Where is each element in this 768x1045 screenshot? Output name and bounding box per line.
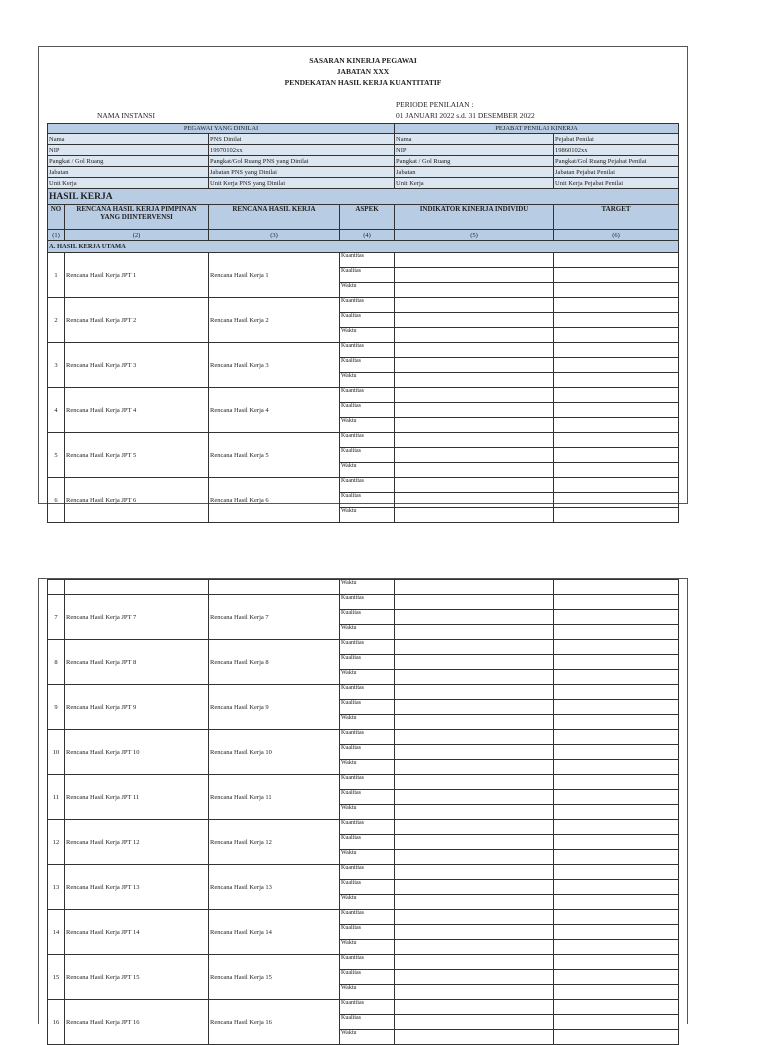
aspect-cell: Kuantitas — [340, 955, 395, 970]
aspect-cell: Waktu — [340, 625, 395, 640]
item-number: 4 — [48, 388, 65, 433]
aspect-cell: Waktu — [340, 670, 395, 685]
item-number: 13 — [48, 865, 65, 910]
target-cell — [554, 940, 679, 955]
target-cell — [554, 298, 679, 313]
table-row — [48, 685, 679, 700]
aspect-cell: Kualitas — [340, 925, 395, 940]
target-cell — [554, 805, 679, 820]
indikator-cell — [395, 478, 554, 493]
aspect-cell: Waktu — [340, 283, 395, 298]
table-row — [48, 433, 679, 448]
pejabat-label: Pangkat / Gol Ruang — [395, 156, 554, 167]
target-cell — [554, 835, 679, 850]
target-cell — [554, 1015, 679, 1030]
instansi-name: NAMA INSTANSI — [97, 111, 155, 120]
item-pimpinan — [65, 580, 209, 595]
aspect-cell: Waktu — [340, 940, 395, 955]
item-rhk: Rencana Hasil Kerja 9 — [209, 685, 340, 730]
column-number: (4) — [340, 230, 395, 241]
target-cell — [554, 358, 679, 373]
pejabat-header: PEJABAT PENILAI KINERJA — [395, 124, 679, 134]
target-cell — [554, 343, 679, 358]
indikator-cell — [395, 448, 554, 463]
target-cell — [554, 328, 679, 343]
table-row — [48, 388, 679, 403]
item-pimpinan: Rencana Hasil Kerja JPT 4 — [65, 388, 209, 433]
section-row — [48, 241, 679, 253]
indikator-cell — [395, 610, 554, 625]
item-rhk: Rencana Hasil Kerja 6 — [209, 478, 340, 523]
column-number-row — [48, 230, 679, 241]
pegawai-label: Unit Kerja — [48, 178, 209, 189]
indikator-cell — [395, 313, 554, 328]
indikator-cell — [395, 820, 554, 835]
item-rhk: Rencana Hasil Kerja 2 — [209, 298, 340, 343]
target-cell — [554, 388, 679, 403]
target-cell — [554, 313, 679, 328]
indikator-cell — [395, 343, 554, 358]
pegawai-value: Jabatan PNS yang Dinilai — [209, 167, 395, 178]
target-cell — [554, 1030, 679, 1045]
document-page-2 — [38, 578, 688, 1036]
periode-value: 01 JANUARI 2022 s.d. 31 DESEMBER 2022 — [396, 111, 535, 120]
aspect-cell: Kuantitas — [340, 343, 395, 358]
indikator-cell — [395, 253, 554, 268]
aspect-cell: Kualitas — [340, 790, 395, 805]
aspect-cell: Kualitas — [340, 745, 395, 760]
table-row — [48, 730, 679, 745]
pejabat-label: Unit Kerja — [395, 178, 554, 189]
column-header: RENCANA HASIL KERJA — [209, 205, 340, 230]
table-row — [48, 478, 679, 493]
doc-subtitle: JABATAN XXX — [336, 67, 390, 76]
target-cell — [554, 700, 679, 715]
aspect-cell: Kualitas — [340, 970, 395, 985]
aspect-cell: Kuantitas — [340, 910, 395, 925]
item-rhk: Rencana Hasil Kerja 7 — [209, 595, 340, 640]
item-rhk — [209, 580, 340, 595]
identity-row — [48, 178, 679, 189]
item-number: 8 — [48, 640, 65, 685]
target-cell — [554, 685, 679, 700]
aspect-cell: Kuantitas — [340, 820, 395, 835]
aspect-cell: Kuantitas — [340, 1000, 395, 1015]
pegawai-value: Unit Kerja PNS yang Dinilai — [209, 178, 395, 189]
aspect-cell: Waktu — [340, 373, 395, 388]
pegawai-value: 19970102xx — [209, 145, 395, 156]
aspect-cell: Kuantitas — [340, 388, 395, 403]
item-rhk: Rencana Hasil Kerja 15 — [209, 955, 340, 1000]
target-cell — [554, 655, 679, 670]
target-cell — [554, 970, 679, 985]
item-number: 12 — [48, 820, 65, 865]
indikator-cell — [395, 970, 554, 985]
aspect-cell: Waktu — [340, 850, 395, 865]
target-cell — [554, 910, 679, 925]
skp-table — [47, 123, 679, 523]
item-number: 1 — [48, 253, 65, 298]
column-number: (1) — [48, 230, 65, 241]
aspect-cell: Kuantitas — [340, 298, 395, 313]
item-pimpinan: Rencana Hasil Kerja JPT 7 — [65, 595, 209, 640]
pegawai-label: Pangkat / Gol Ruang — [48, 156, 209, 167]
aspect-cell: Kuantitas — [340, 775, 395, 790]
pegawai-header: PEGAWAI YANG DINILAI — [48, 124, 395, 134]
identity-header-row — [48, 124, 679, 134]
item-rhk: Rencana Hasil Kerja 14 — [209, 910, 340, 955]
target-cell — [554, 493, 679, 508]
indikator-cell — [395, 925, 554, 940]
item-pimpinan: Rencana Hasil Kerja JPT 13 — [65, 865, 209, 910]
identity-row — [48, 134, 679, 145]
item-rhk: Rencana Hasil Kerja 11 — [209, 775, 340, 820]
item-pimpinan: Rencana Hasil Kerja JPT 8 — [65, 640, 209, 685]
column-header: RENCANA HASIL KERJA PIMPINAN YANG DIINTERVENSI — [65, 205, 209, 230]
indikator-cell — [395, 670, 554, 685]
item-pimpinan: Rencana Hasil Kerja JPT 6 — [65, 478, 209, 523]
target-cell — [554, 1000, 679, 1015]
indikator-cell — [395, 580, 554, 595]
target-cell — [554, 670, 679, 685]
aspect-cell: Kuantitas — [340, 253, 395, 268]
item-pimpinan: Rencana Hasil Kerja JPT 15 — [65, 955, 209, 1000]
indikator-cell — [395, 418, 554, 433]
hasil-kerja-row — [48, 189, 679, 205]
item-pimpinan: Rencana Hasil Kerja JPT 5 — [65, 433, 209, 478]
target-cell — [554, 508, 679, 523]
indikator-cell — [395, 895, 554, 910]
table-row — [48, 253, 679, 268]
table-row — [48, 820, 679, 835]
column-header: ASPEK — [340, 205, 395, 230]
target-cell — [554, 865, 679, 880]
target-cell — [554, 955, 679, 970]
aspect-cell: Kuantitas — [340, 730, 395, 745]
item-rhk: Rencana Hasil Kerja 13 — [209, 865, 340, 910]
item-pimpinan: Rencana Hasil Kerja JPT 10 — [65, 730, 209, 775]
target-cell — [554, 640, 679, 655]
aspect-cell: Waktu — [340, 805, 395, 820]
aspect-cell: Waktu — [340, 580, 395, 595]
aspect-cell: Kuantitas — [340, 640, 395, 655]
aspect-cell: Waktu — [340, 715, 395, 730]
target-cell — [554, 253, 679, 268]
aspect-cell: Kuantitas — [340, 685, 395, 700]
item-pimpinan: Rencana Hasil Kerja JPT 11 — [65, 775, 209, 820]
indikator-cell — [395, 880, 554, 895]
indikator-cell — [395, 865, 554, 880]
column-header: TARGET — [554, 205, 679, 230]
aspect-cell: Kualitas — [340, 880, 395, 895]
indikator-cell — [395, 985, 554, 1000]
aspect-cell: Kualitas — [340, 268, 395, 283]
item-number: 10 — [48, 730, 65, 775]
item-number: 11 — [48, 775, 65, 820]
aspect-cell: Kualitas — [340, 358, 395, 373]
item-pimpinan: Rencana Hasil Kerja JPT 1 — [65, 253, 209, 298]
periode-label: PERIODE PENILAIAN : — [396, 100, 474, 109]
aspect-cell: Kuantitas — [340, 595, 395, 610]
item-number: 5 — [48, 433, 65, 478]
pejabat-label: Jabatan — [395, 167, 554, 178]
indikator-cell — [395, 655, 554, 670]
table-row — [48, 580, 679, 595]
indikator-cell — [395, 433, 554, 448]
table-row — [48, 910, 679, 925]
pejabat-value: Unit Kerja Pejabat Penilai — [554, 178, 679, 189]
indikator-cell — [395, 730, 554, 745]
aspect-cell: Waktu — [340, 328, 395, 343]
aspect-cell: Kualitas — [340, 655, 395, 670]
target-cell — [554, 448, 679, 463]
target-cell — [554, 595, 679, 610]
item-pimpinan: Rencana Hasil Kerja JPT 14 — [65, 910, 209, 955]
indikator-cell — [395, 493, 554, 508]
item-pimpinan: Rencana Hasil Kerja JPT 2 — [65, 298, 209, 343]
aspect-cell: Kualitas — [340, 700, 395, 715]
document-page-1 — [38, 46, 688, 514]
target-cell — [554, 463, 679, 478]
indikator-cell — [395, 955, 554, 970]
pejabat-value: Pangkat/Gol Ruang Pejabat Penilai — [554, 156, 679, 167]
item-rhk: Rencana Hasil Kerja 3 — [209, 343, 340, 388]
table-row — [48, 640, 679, 655]
section-a-heading: A. HASIL KERJA UTAMA — [48, 241, 679, 253]
item-number: 6 — [48, 478, 65, 523]
indikator-cell — [395, 700, 554, 715]
target-cell — [554, 880, 679, 895]
indikator-cell — [395, 1000, 554, 1015]
target-cell — [554, 895, 679, 910]
item-number: 16 — [48, 1000, 65, 1045]
table-row — [48, 955, 679, 970]
pejabat-label: NIP — [395, 145, 554, 156]
indikator-cell — [395, 805, 554, 820]
indikator-cell — [395, 595, 554, 610]
table-row — [48, 1000, 679, 1015]
item-rhk: Rencana Hasil Kerja 8 — [209, 640, 340, 685]
aspect-cell: Kualitas — [340, 610, 395, 625]
aspect-cell: Waktu — [340, 508, 395, 523]
skp-table-continued — [47, 579, 679, 1045]
column-number: (3) — [209, 230, 340, 241]
target-cell — [554, 850, 679, 865]
pegawai-value: PNS Dinilai — [209, 134, 395, 145]
table-row — [48, 775, 679, 790]
hasil-kerja-heading: HASIL KERJA — [48, 189, 679, 205]
aspect-cell: Waktu — [340, 760, 395, 775]
pegawai-label: Jabatan — [48, 167, 209, 178]
column-header: INDIKATOR KINERJA INDIVIDU — [395, 205, 554, 230]
doc-title: SASARAN KINERJA PEGAWAI — [309, 56, 417, 65]
indikator-cell — [395, 388, 554, 403]
identity-row — [48, 145, 679, 156]
aspect-cell: Waktu — [340, 985, 395, 1000]
pegawai-label: Nama — [48, 134, 209, 145]
item-rhk: Rencana Hasil Kerja 5 — [209, 433, 340, 478]
item-number: 9 — [48, 685, 65, 730]
column-header: NO — [48, 205, 65, 230]
target-cell — [554, 433, 679, 448]
aspect-cell: Waktu — [340, 463, 395, 478]
item-number: 14 — [48, 910, 65, 955]
item-number: 7 — [48, 595, 65, 640]
identity-row — [48, 156, 679, 167]
aspect-cell: Kualitas — [340, 835, 395, 850]
target-cell — [554, 820, 679, 835]
indikator-cell — [395, 403, 554, 418]
target-cell — [554, 790, 679, 805]
target-cell — [554, 925, 679, 940]
item-number: 3 — [48, 343, 65, 388]
column-header-row — [48, 205, 679, 230]
aspect-cell: Waktu — [340, 418, 395, 433]
target-cell — [554, 625, 679, 640]
indikator-cell — [395, 760, 554, 775]
table-row — [48, 298, 679, 313]
target-cell — [554, 715, 679, 730]
item-number — [48, 580, 65, 595]
aspect-cell: Waktu — [340, 1030, 395, 1045]
item-rhk: Rencana Hasil Kerja 12 — [209, 820, 340, 865]
target-cell — [554, 580, 679, 595]
indikator-cell — [395, 298, 554, 313]
indikator-cell — [395, 268, 554, 283]
indikator-cell — [395, 775, 554, 790]
target-cell — [554, 775, 679, 790]
aspect-cell: Kualitas — [340, 1015, 395, 1030]
item-pimpinan: Rencana Hasil Kerja JPT 12 — [65, 820, 209, 865]
table-row — [48, 343, 679, 358]
indikator-cell — [395, 640, 554, 655]
item-rhk: Rencana Hasil Kerja 16 — [209, 1000, 340, 1045]
indikator-cell — [395, 745, 554, 760]
aspect-cell: Kualitas — [340, 493, 395, 508]
indikator-cell — [395, 715, 554, 730]
column-number: (6) — [554, 230, 679, 241]
aspect-cell: Kualitas — [340, 448, 395, 463]
indikator-cell — [395, 508, 554, 523]
item-rhk: Rencana Hasil Kerja 10 — [209, 730, 340, 775]
target-cell — [554, 745, 679, 760]
item-rhk: Rencana Hasil Kerja 1 — [209, 253, 340, 298]
item-pimpinan: Rencana Hasil Kerja JPT 9 — [65, 685, 209, 730]
aspect-cell: Kualitas — [340, 313, 395, 328]
indikator-cell — [395, 685, 554, 700]
table-row — [48, 865, 679, 880]
item-pimpinan: Rencana Hasil Kerja JPT 3 — [65, 343, 209, 388]
pejabat-label: Nama — [395, 134, 554, 145]
aspect-cell: Waktu — [340, 895, 395, 910]
pegawai-label: NIP — [48, 145, 209, 156]
column-number: (5) — [395, 230, 554, 241]
target-cell — [554, 283, 679, 298]
indikator-cell — [395, 358, 554, 373]
indikator-cell — [395, 850, 554, 865]
column-number: (2) — [65, 230, 209, 241]
identity-row — [48, 167, 679, 178]
target-cell — [554, 418, 679, 433]
table-row — [48, 595, 679, 610]
target-cell — [554, 985, 679, 1000]
target-cell — [554, 730, 679, 745]
doc-approach: PENDEKATAN HASIL KERJA KUANTITATIF — [284, 78, 442, 87]
target-cell — [554, 760, 679, 775]
target-cell — [554, 610, 679, 625]
pejabat-value: Jabatan Pejabat Penilai — [554, 167, 679, 178]
item-number: 15 — [48, 955, 65, 1000]
indikator-cell — [395, 373, 554, 388]
indikator-cell — [395, 940, 554, 955]
aspect-cell: Kuantitas — [340, 865, 395, 880]
pejabat-value: Pejabat Penilai — [554, 134, 679, 145]
indikator-cell — [395, 463, 554, 478]
indikator-cell — [395, 625, 554, 640]
indikator-cell — [395, 328, 554, 343]
target-cell — [554, 478, 679, 493]
aspect-cell: Kuantitas — [340, 433, 395, 448]
indikator-cell — [395, 283, 554, 298]
item-pimpinan: Rencana Hasil Kerja JPT 16 — [65, 1000, 209, 1045]
indikator-cell — [395, 1030, 554, 1045]
indikator-cell — [395, 1015, 554, 1030]
item-number: 2 — [48, 298, 65, 343]
aspect-cell: Kualitas — [340, 403, 395, 418]
indikator-cell — [395, 910, 554, 925]
indikator-cell — [395, 790, 554, 805]
target-cell — [554, 268, 679, 283]
target-cell — [554, 403, 679, 418]
aspect-cell: Kuantitas — [340, 478, 395, 493]
indikator-cell — [395, 835, 554, 850]
pejabat-value: 19860102xx — [554, 145, 679, 156]
target-cell — [554, 373, 679, 388]
item-rhk: Rencana Hasil Kerja 4 — [209, 388, 340, 433]
pegawai-value: Pangkat/Gol Ruang PNS yang Dinilai — [209, 156, 395, 167]
